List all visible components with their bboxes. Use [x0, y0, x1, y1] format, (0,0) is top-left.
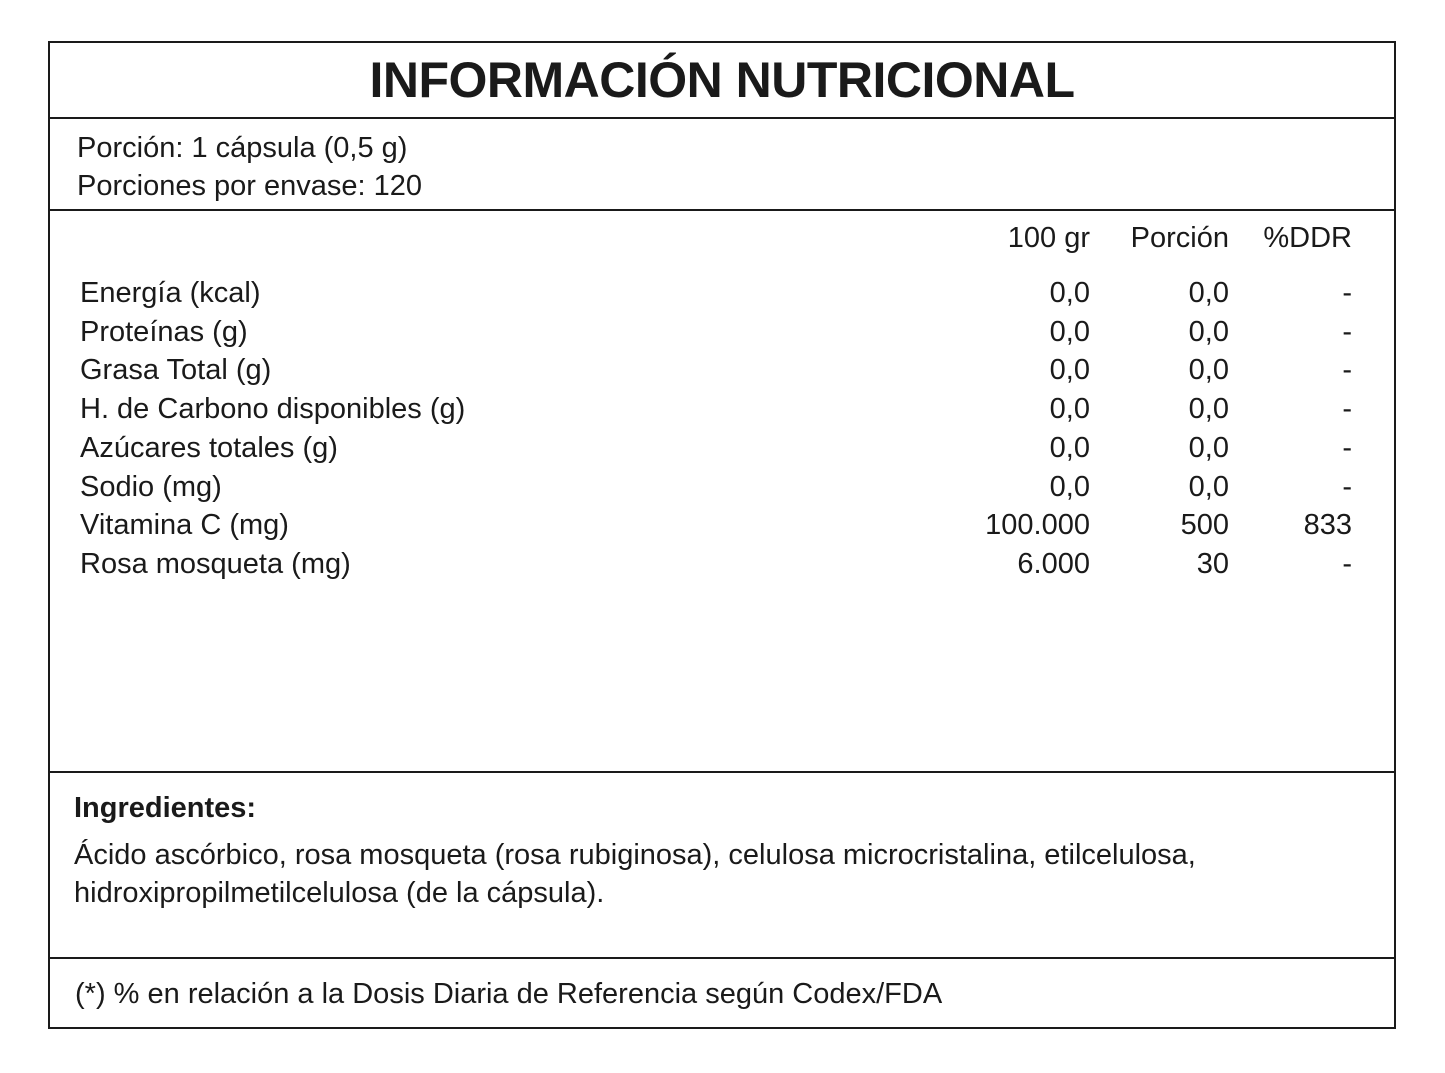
nutrient-name: Grasa Total (g)	[80, 354, 272, 387]
value-ddr: -	[1342, 277, 1352, 309]
table-header	[50, 219, 1394, 257]
servings-per-container: Porciones por envase: 120	[77, 170, 422, 202]
footnote: (*) % en relación a la Dosis Diaria de Referencia según Codex/FDA	[75, 978, 943, 1010]
table-row	[50, 274, 1394, 312]
header-per-serving: Porción	[1130, 222, 1229, 254]
value-ddr: -	[1342, 354, 1352, 387]
value-per-100g: 0,0	[1049, 470, 1090, 503]
value-per-serving: 0,0	[1188, 431, 1229, 464]
nutrient-name: Vitamina C (mg)	[80, 509, 289, 542]
nutrient-name: Rosa mosqueta (mg)	[80, 547, 351, 580]
value-per-serving: 500	[1180, 509, 1229, 542]
nutrient-table	[50, 211, 1394, 773]
nutrient-name: Sodio (mg)	[80, 470, 222, 503]
nutrient-name: Proteínas (g)	[80, 315, 248, 348]
nutrient-name: Energía (kcal)	[80, 277, 261, 309]
nutrient-name: Azúcares totales (g)	[80, 431, 338, 464]
table-row	[50, 351, 1394, 389]
label-title: INFORMACIÓN NUTRICIONAL	[369, 52, 1075, 108]
value-per-100g: 0,0	[1049, 277, 1090, 309]
header-ddr: %DDR	[1263, 222, 1352, 254]
table-row	[50, 545, 1394, 583]
value-per-serving: 0,0	[1188, 354, 1229, 387]
value-per-100g: 100.000	[985, 509, 1090, 542]
value-per-100g: 0,0	[1049, 354, 1090, 387]
title-section	[50, 43, 1394, 119]
value-ddr: -	[1342, 431, 1352, 464]
value-per-serving: 30	[1196, 547, 1229, 580]
value-per-serving: 0,0	[1188, 277, 1229, 309]
table-row	[50, 429, 1394, 467]
table-row	[50, 506, 1394, 544]
value-ddr: -	[1342, 547, 1352, 580]
serving-size: Porción: 1 cápsula (0,5 g)	[77, 132, 408, 164]
value-per-serving: 0,0	[1188, 393, 1229, 426]
value-per-serving: 0,0	[1188, 315, 1229, 348]
value-ddr: -	[1342, 315, 1352, 348]
ingredients-section	[50, 773, 1394, 959]
value-ddr: 833	[1303, 509, 1352, 542]
nutrition-label	[48, 41, 1396, 1029]
ingredients-title: Ingredientes:	[74, 792, 257, 824]
value-ddr: -	[1342, 470, 1352, 503]
nutrient-name: H. de Carbono disponibles (g)	[80, 393, 466, 426]
ingredients-text: Ácido ascórbico, rosa mosqueta (rosa rubiginosa), celulosa microcristalina, etilcelulosa, hidroxipropilmetilcelulosa (de la cápsula).	[74, 839, 1196, 909]
footnote-section	[50, 959, 1394, 1029]
value-per-100g: 0,0	[1049, 393, 1090, 426]
value-per-100g: 6.000	[1017, 547, 1090, 580]
value-per-100g: 0,0	[1049, 431, 1090, 464]
table-row	[50, 390, 1394, 428]
value-ddr: -	[1342, 393, 1352, 426]
header-per-100g: 100 gr	[1007, 222, 1090, 254]
table-row	[50, 468, 1394, 506]
value-per-serving: 0,0	[1188, 470, 1229, 503]
serving-section	[50, 119, 1394, 211]
table-row	[50, 313, 1394, 351]
value-per-100g: 0,0	[1049, 315, 1090, 348]
